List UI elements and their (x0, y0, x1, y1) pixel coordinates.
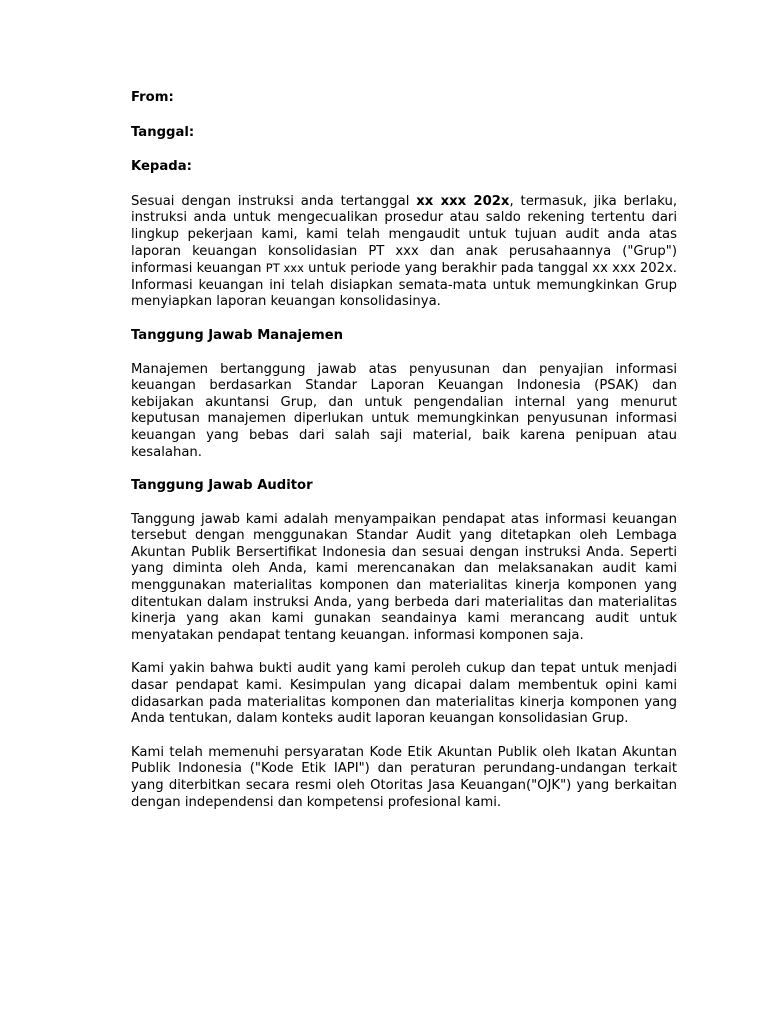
company-name: PT xxx (265, 261, 304, 276)
date-label: Tanggal: (131, 124, 195, 140)
auditor-paragraph-3: Kami telah memenuhi persyaratan Kode Etik Akuntan Publik oleh Ikatan Akuntan Publik Indonesia ("Kode Etik IAPI") dan peraturan perundang-undangan terkait yang diterbitkan secara resmi oleh Otoritas Jasa Keuangan("OJK") yang berkaitan dengan independensi dan kompetensi profesional kami. (131, 744, 677, 810)
intro-text-part1: Sesuai dengan instruksi anda tertanggal (131, 193, 417, 209)
from-label: From: (131, 90, 174, 105)
auditor-heading: Tanggung Jawab Auditor (131, 478, 313, 494)
intro-text-part3: untuk periode yang berakhir pada tanggal xx xxx 202x. Informasi keuangan ini telah disiapkan semata-mata untuk memungkinkan Grup menyiapkan laporan keuangan konsolidasinya. (131, 261, 677, 310)
management-heading: Tanggung Jawab Manajemen (131, 327, 344, 343)
intro-paragraph (131, 194, 677, 311)
instruction-date: xx xxx 202x (416, 193, 510, 209)
auditor-paragraph-2: Kami yakin bahwa bukti audit yang kami peroleh cukup dan tepat untuk menjadi dasar pendapat kami. Kesimpulan yang dicapai dalam membentuk opini kami didasarkan pada materialitas komponen dan materialitas kinerja komponen yang Anda tentukan, dalam konteks audit laporan keuangan konsolidasian Grup. (131, 661, 677, 727)
document-page (131, 90, 677, 828)
auditor-paragraph-1: Tanggung jawab kami adalah menyampaikan pendapat atas informasi keuangan tersebut dengan menggunakan Standar Audit yang ditetapkan oleh Lembaga Akuntan Publik Bersertifikat Indonesia dan sesuai dengan instruksi Anda. Seperti yang diminta oleh Anda, kami merencanakan dan melaksanakan audit kami menggunakan materialitas komponen dan materialitas kinerja komponen yang ditentukan dalam instruksi Anda, yang berbeda dari materialitas dan materialitas kinerja yang akan kami gunakan seandainya kami merancang audit untuk menyatakan pendapat tentang keuangan. informasi komponen saja. (131, 511, 677, 643)
management-paragraph: Manajemen bertanggung jawab atas penyusunan dan penyajian informasi keuangan berdasarkan Standar Laporan Keuangan Indonesia (PSAK) dan kebijakan akuntansi Grup, dan untuk pengendalian internal yang menurut keputusan manajemen diperlukan untuk memungkinkan penyusunan informasi keuangan yang bebas dari salah saji material, baik karena penipuan atau kesalahan. (131, 361, 677, 460)
to-label: Kepada: (131, 159, 192, 175)
intro-text-part2: , termasuk, jika berlaku, instruksi anda untuk mengecualikan prosedur atau saldo rekening tertentu dari lingkup pekerjaan kami, kami telah mengaudit untuk tujuan audit anda atas laporan keuangan konsolidasian PT xxx dan anak perusahaannya ("Grup") informasi keuangan (131, 193, 678, 277)
